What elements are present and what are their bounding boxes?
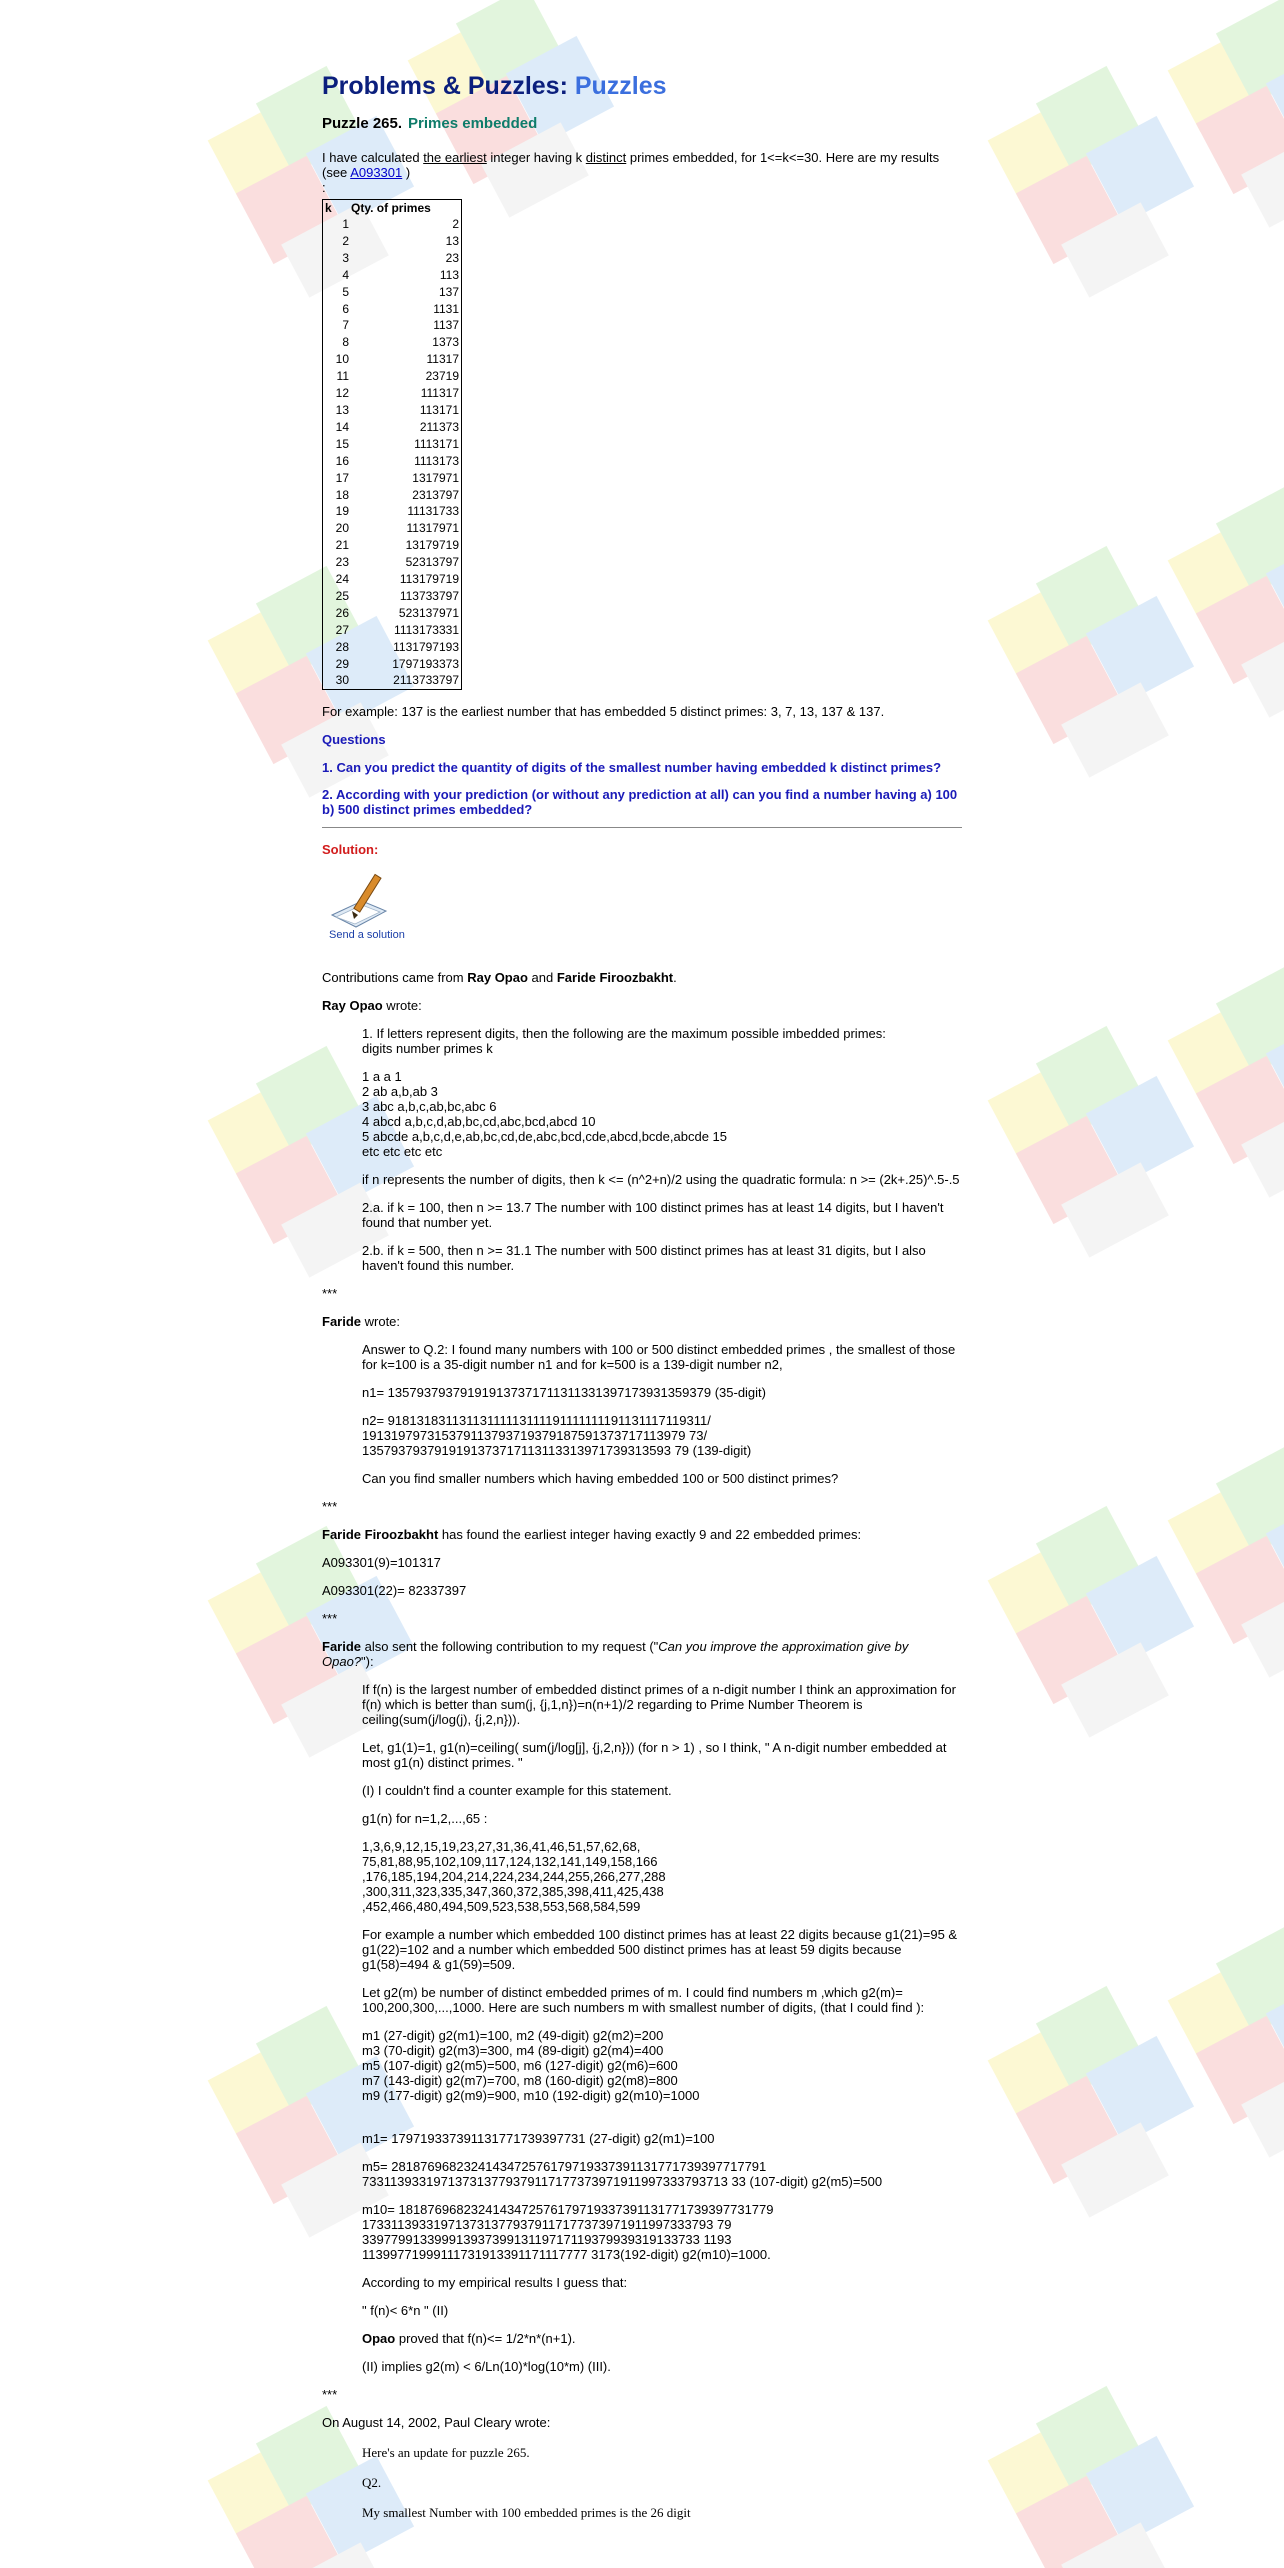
table-row: [323, 605, 461, 622]
table-header-qty: Qty. of primes: [351, 201, 431, 215]
contribution-para: If f(n) is the largest number of embedded distinct primes of a n-digit number I think an approximation for f(n) which is better than sum(j, {j,1,n})=n(n+1)/2 regarding to Prime Number Theorem is ceiling(sum(j/log(j), {j,2,n})).: [362, 1682, 956, 1728]
contribution-para: According to my empirical results I guess that:: [362, 2275, 628, 2291]
site-title: [322, 72, 962, 101]
intro-text: also sent the following contribution to my request (": [361, 1639, 659, 1655]
ray-para: 2.a. if k = 100, then n >= 13.7 The number with 100 distinct primes has at least 14 digits, but I haven't found that number yet.: [362, 1200, 944, 1231]
intro-text: primes embedded, for 1<=k<=30. Here are my results (see: [322, 150, 940, 180]
table-cell-k: 18: [335, 487, 349, 502]
number-m10: 11399771999111731913391171117777 3173(192-digit) g2(m10)=1000.: [362, 2247, 771, 2263]
table-cell-qty: 1113173331: [394, 622, 459, 637]
number-m10: 33977991339991393739913119717119379939319133733 1193: [362, 2232, 732, 2248]
ray-para: digits number primes k: [362, 1041, 493, 1057]
number-m5: 733113933197137313779379117177373971911997333793713 33 (107-digit) g2(m5)=500: [362, 2174, 883, 2190]
intro-text: integer having k: [486, 150, 586, 165]
table-cell-k: 1: [342, 217, 349, 231]
sequence-line: 75,81,88,95,102,109,117,124,132,141,149,158,166: [362, 1854, 658, 1870]
table-cell-k: 5: [342, 284, 349, 299]
table-row: [323, 554, 461, 571]
table-cell-k: 7: [342, 318, 349, 333]
table-row: [323, 250, 461, 267]
table-row: [323, 622, 461, 639]
contribution-para: (II) implies g2(m) < 6/Ln(10)*log(10*m) (III).: [362, 2359, 611, 2375]
table-cell-qty: 1131: [433, 301, 459, 316]
intro-paragraph: [322, 150, 962, 180]
contributors-line: [322, 970, 962, 985]
separator: ***: [322, 2387, 338, 2403]
number-n1: n1= 13579379379191913737171131133139717393135937​9 (35-digit): [362, 1385, 766, 1401]
sequence-line: ,176,185,194,204,214,224,234,244,255,266,277,288: [362, 1869, 666, 1885]
table-cell-k: 23: [335, 555, 349, 570]
number-n2: n2= 91813183113113111113111191111111191131117119311/: [362, 1413, 711, 1429]
m-list-line: m7 (143-digit) g2(m7)=700, m8 (160-digit) g2(m8)=800: [362, 2073, 678, 2089]
m-list-line: m5 (107-digit) g2(m5)=500, m6 (127-digit) g2(m6)=600: [362, 2058, 678, 2074]
wrote-text: wrote:: [382, 998, 422, 1014]
faride-found: [322, 1527, 962, 1542]
puzzle-number: Puzzle 265.: [322, 115, 403, 132]
ray-list-item: 3 abc a,b,c,ab,bc,abc 6: [362, 1099, 497, 1115]
cleary-para: My smallest Number with 100 embedded primes is the 26 digit: [362, 2505, 691, 2521]
solution-heading: Solution:: [322, 842, 379, 858]
ray-para: 1. If letters represent digits, then the following are the maximum possible imbedded primes:: [362, 1026, 886, 1042]
table-cell-k: 16: [335, 453, 349, 468]
author-name: Faride: [322, 1639, 362, 1655]
table-row: [323, 419, 461, 436]
table-cell-k: 20: [335, 521, 349, 536]
a093301-22: A093301(22)= 82337397: [322, 1583, 467, 1599]
table-cell-k: 2: [342, 233, 349, 248]
table-cell-qty: 13: [445, 233, 459, 248]
table-row: [323, 487, 461, 504]
divider: [322, 827, 962, 828]
intro-emph-earliest: the earliest: [423, 150, 487, 165]
table-cell-k: 27: [335, 622, 349, 637]
table-row: [323, 588, 461, 605]
faride-contribution-intro: [322, 1639, 962, 1669]
table-cell-qty: 1317971: [412, 470, 459, 485]
table-row: [323, 672, 461, 689]
cleary-para: Here's an update for puzzle 265.: [362, 2445, 530, 2461]
table-cell-k: 26: [335, 605, 349, 620]
contrib-text: .: [673, 970, 677, 986]
ray-list-item: etc etc etc etc: [362, 1144, 443, 1160]
contribution-para: g1(n) for n=1,2,...,65 :: [362, 1811, 488, 1827]
table-cell-qty: 113: [439, 267, 459, 282]
table-header-row: [323, 200, 461, 216]
puzzle-name: Primes embedded: [408, 115, 538, 132]
table-cell-k: 13: [335, 402, 349, 417]
number-n2: 1357937937919191373717113113313971739313593 79 (139-digit): [362, 1443, 752, 1459]
table-cell-qty: 1797193373: [392, 656, 459, 671]
intro-text: I have calculated: [322, 150, 424, 165]
contributor-faride: Faride Firoozbakht: [556, 970, 674, 986]
table-cell-qty: 1113173: [414, 453, 459, 468]
table-cell-k: 15: [335, 436, 349, 451]
table-cell-qty: 13179719: [405, 538, 459, 553]
table-cell-qty: 111317: [420, 386, 459, 401]
contribution-para: (I) I couldn't find a counter example for this statement.: [362, 1783, 672, 1799]
table-row: [323, 216, 461, 233]
separator: ***: [322, 1499, 338, 1515]
faride-wrote: [322, 1314, 962, 1329]
question-1: 1. Can you predict the quantity of digits of the smallest number having embedded k distinct primes?: [322, 760, 942, 776]
send-solution-button[interactable]: [322, 871, 422, 947]
table-cell-qty: 52313797: [405, 555, 459, 570]
table-row: [323, 402, 461, 419]
table-cell-k: 24: [335, 572, 349, 587]
faride-para: Can you find smaller numbers which having embedded 100 or 500 distinct primes?: [362, 1471, 839, 1487]
request-quote: Can you improve the approximation give by Opao?: [322, 1639, 909, 1670]
contribution-para: Let, g1(1)=1, g1(n)=ceiling( sum(j/log[j], {j,2,n})) (for n > 1) , so I think, " A n-digit number embedded at most g1(n) distinct primes. ": [362, 1740, 947, 1771]
results-table: [322, 199, 462, 690]
author-name: Opao: [362, 2331, 396, 2347]
table-row: [323, 470, 461, 487]
intro-text: ): [402, 165, 411, 180]
faride-para: Answer to Q.2: I found many numbers with 100 or 500 distinct embedded primes , the smallest of those for k=100 is a 35-digit number n1 and for k=500 is a 139-digit number n2,: [362, 1342, 956, 1373]
intro-text: "):: [361, 1654, 374, 1670]
m-list-line: m1 (27-digit) g2(m1)=100, m2 (49-digit) g2(m2)=200: [362, 2028, 664, 2044]
table-row: [323, 453, 461, 470]
table-cell-k: 6: [342, 301, 349, 316]
example-text: For example: 137 is the earliest number that has embedded 5 distinct primes: 3, 7, 13, 137 & 137.: [322, 704, 885, 720]
table-row: [323, 301, 461, 318]
cleary-answer: [362, 2445, 962, 2520]
table-cell-qty: 113179719: [399, 572, 459, 587]
ray-list-item: 2 ab a,b,ab 3: [362, 1084, 438, 1100]
oeis-link[interactable]: A093301: [350, 165, 403, 180]
table-cell-qty: 211373: [419, 419, 459, 434]
pencil-icon: [322, 871, 422, 931]
table-cell-k: 4: [342, 267, 349, 282]
separator: ***: [322, 1611, 338, 1627]
table-cell-k: 10: [335, 352, 349, 367]
sequence-line: ,300,311,323,335,347,360,372,385,398,411,425,438: [362, 1884, 664, 1900]
faride-answer: [362, 1342, 962, 1486]
table-cell-k: 3: [342, 250, 349, 265]
faride-contribution: [362, 1682, 962, 2374]
table-row: [323, 571, 461, 588]
table-cell-k: 8: [342, 335, 349, 350]
m-list-line: m9 (177-digit) g2(m9)=900, m10 (192-digit) g2(m10)=1000: [362, 2088, 700, 2104]
author-name: Faride: [322, 1314, 362, 1330]
table-cell-k: 19: [335, 504, 349, 519]
table-cell-k: 25: [335, 588, 349, 603]
contrib-text: Contributions came from: [322, 970, 468, 986]
site-title-main: Problems & Puzzles:: [322, 72, 575, 100]
contributor-ray: Ray Opao: [467, 970, 528, 986]
sequence-line: 1,3,6,9,12,15,19,23,27,31,36,41,46,51,57,62,68,: [362, 1839, 641, 1855]
table-cell-qty: 2313797: [412, 487, 459, 502]
table-cell-qty: 23: [445, 250, 459, 265]
contribution-para: Let g2(m) be number of distinct embedded primes of m. I could find numbers m ,which g2(m)= 100,200,300,...,1000. Here are such numbers m with smallest number of digits, (that I could find ):: [362, 1985, 925, 2016]
puzzle-heading: [322, 115, 962, 132]
table-row: [323, 267, 461, 284]
table-cell-qty: 1131797193: [393, 639, 459, 654]
table-cell-qty: 113171: [419, 402, 459, 417]
number-m1: m1= 179719337391131771739397731 (27-digit) g2(m1)=100: [362, 2131, 715, 2147]
table-row: [323, 351, 461, 368]
send-solution-label[interactable]: Send a solution: [329, 929, 405, 942]
intro-colon: :: [322, 180, 326, 195]
ray-answer: [362, 1026, 962, 1273]
table-row: [323, 233, 461, 250]
ray-list-item: 4 abcd a,b,c,d,ab,bc,cd,abc,bcd,abcd 10: [362, 1114, 596, 1130]
author-name: Faride Firoozbakht: [322, 1527, 439, 1543]
number-m10: m10= 1818769682324143472576179719337391131771739397731779: [362, 2202, 774, 2218]
number-n2: 191319797315379113793719379187591373717113979 73/: [362, 1428, 708, 1444]
table-cell-k: 12: [335, 386, 349, 401]
sequence-line: ,452,466,480,494,509,523,538,553,568,584,599: [362, 1899, 641, 1915]
table-cell-k: 28: [335, 639, 349, 654]
site-title-section: Puzzles: [574, 72, 667, 100]
conjecture-ii: " f(n)< 6*n " (II): [362, 2303, 449, 2319]
table-cell-qty: 523137971: [398, 605, 459, 620]
table-cell-qty: 2: [452, 217, 459, 231]
table-row: [323, 656, 461, 673]
ray-para: if n represents the number of digits, then k <= (n^2+n)/2 using the quadratic formula: n >= (2k+.25)^.5-.5: [362, 1172, 960, 1188]
table-body: [323, 216, 461, 689]
table-cell-k: 11: [336, 369, 349, 384]
table-row: [323, 317, 461, 334]
author-name: Ray Opao: [322, 998, 383, 1014]
table-cell-qty: 137: [438, 284, 459, 299]
table-row: [323, 368, 461, 385]
table-cell-k: 29: [335, 656, 349, 671]
cleary-intro: On August 14, 2002, Paul Cleary wrote:: [322, 2415, 551, 2431]
table-cell-qty: 2113733797: [393, 673, 459, 688]
ray-list-item: 5 abcde a,b,c,d,e,ab,bc,cd,de,abc,bcd,cde,abcd,bcde,abcde 15: [362, 1129, 727, 1145]
table-row: [323, 284, 461, 301]
cleary-para: Q2.: [362, 2475, 382, 2491]
table-cell-qty: 1113171: [414, 436, 459, 451]
intro-emph-distinct: distinct: [585, 150, 627, 165]
contribution-para: For example a number which embedded 100 distinct primes has at least 22 digits because g1(21)=95 & g1(22)=102 and a number which embedded 500 distinct primes has at least 59 digits because g1(58)=494 & g1(59)=509.: [362, 1927, 958, 1973]
a093301-9: A093301(9)=101317: [322, 1555, 441, 1571]
ray-wrote: [322, 998, 962, 1013]
contrib-text: and: [527, 970, 557, 986]
table-cell-qty: 11131733: [407, 504, 459, 519]
question-2: 2. According with your prediction (or without any prediction at all) can you find a number having a) 100 b) 500 distinct primes embedded?: [322, 787, 958, 818]
ray-list-item: 1 a a 1: [362, 1069, 402, 1085]
table-row: [323, 436, 461, 453]
ray-para: 2.b. if k = 500, then n >= 31.1 The number with 500 distinct primes has at least 31 digits, but I also haven't found this number.: [362, 1243, 926, 1274]
wrote-text: wrote:: [361, 1314, 401, 1330]
table-cell-qty: 23719: [425, 369, 459, 384]
table-row: [323, 334, 461, 351]
separator: ***: [322, 1286, 338, 1302]
table-cell-qty: 1137: [433, 318, 459, 333]
table-row: [323, 385, 461, 402]
table-cell-qty: 113733797: [399, 588, 459, 603]
table-row: [323, 639, 461, 656]
faride-found-text: has found the earliest integer having exactly 9 and 22 embedded primes:: [438, 1527, 862, 1543]
table-cell-qty: 11317971: [406, 521, 459, 536]
table-cell-qty: 11317: [426, 352, 459, 367]
table-cell-k: 21: [335, 538, 349, 553]
page-content: [322, 0, 962, 2520]
table-row: [323, 537, 461, 554]
table-cell-k: 17: [335, 470, 349, 485]
table-row: [323, 520, 461, 537]
table-cell-k: 30: [335, 673, 349, 688]
questions-heading: Questions: [322, 732, 386, 748]
m-list-line: m3 (70-digit) g2(m3)=300, m4 (89-digit) g2(m4)=400: [362, 2043, 664, 2059]
table-cell-qty: 1373: [432, 335, 459, 350]
table-header-k: k: [325, 201, 332, 215]
opao-proof: [362, 2331, 962, 2346]
number-m10: 1733113933197137313779379117177373971911997333793 79: [362, 2217, 732, 2233]
table-row: [323, 503, 461, 520]
table-cell-k: 14: [335, 419, 349, 434]
proof-text: proved that f(n)<= 1/2*n*(n+1).: [395, 2331, 576, 2347]
number-m5: m5= 2818769682324143472576179719337391131771739397717791: [362, 2159, 767, 2175]
